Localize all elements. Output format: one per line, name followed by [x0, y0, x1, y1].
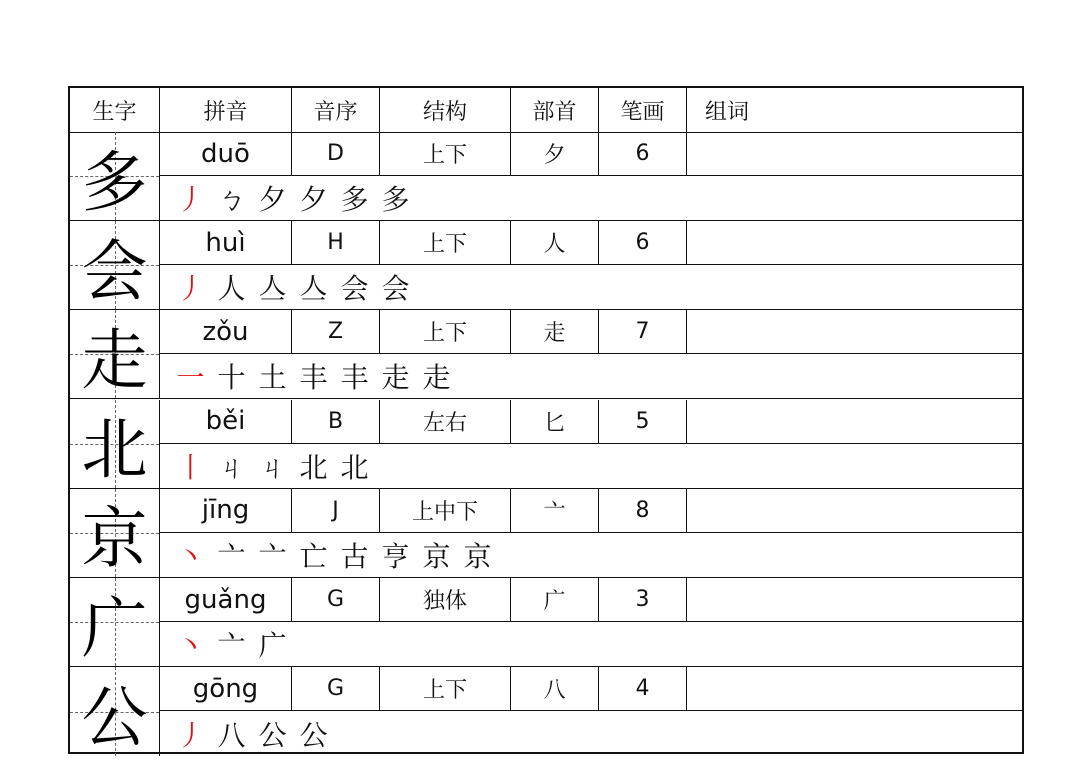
target-character: 北: [81, 411, 148, 489]
words-cell[interactable]: [687, 221, 1022, 264]
stroke-count-cell: 4: [599, 667, 687, 710]
stroke-step: 亡: [299, 539, 328, 573]
target-character: 会: [81, 232, 148, 310]
structure-cell: 上下: [380, 132, 511, 175]
character-info: [160, 132, 1022, 176]
stroke-step: 北: [340, 450, 369, 484]
character-grid-box: [70, 578, 160, 666]
stroke-step: 多: [340, 183, 369, 216]
words-cell[interactable]: [687, 578, 1022, 621]
pinyin-cell: huì: [160, 221, 292, 264]
target-character: 广: [81, 589, 148, 667]
header-structure: 结构: [380, 88, 511, 132]
character-table: [68, 86, 1024, 757]
stroke-step: 夕: [299, 183, 328, 216]
target-character: 多: [81, 143, 148, 221]
character-info: [160, 489, 1022, 533]
stroke-step: 走: [422, 361, 451, 395]
character-info: [160, 667, 1022, 711]
header-words: 组词: [705, 99, 750, 125]
stroke-count-cell: 8: [599, 489, 687, 532]
radical-cell: 人: [511, 221, 599, 264]
stroke-step: 丰: [340, 361, 369, 395]
order-letter-cell: G: [292, 578, 380, 621]
stroke-step: 多: [381, 183, 410, 216]
stroke-step: 亨: [381, 539, 410, 573]
stroke-count-cell: 5: [599, 400, 687, 443]
stroke-step: 亼: [299, 272, 328, 306]
target-character: 走: [81, 321, 148, 399]
character-grid-box: [70, 310, 160, 398]
stroke-step: ㄅ: [217, 183, 246, 216]
order-letter-cell: B: [292, 400, 380, 443]
table-row: [70, 310, 1022, 399]
stroke-count-cell: 7: [599, 310, 687, 353]
table-row: [70, 489, 1022, 578]
stroke-count-cell: 6: [599, 132, 687, 175]
stroke-order-sequence: [160, 444, 1022, 488]
stroke-step: 亼: [258, 272, 287, 306]
header-stroke-count: 笔画: [599, 88, 687, 132]
stroke-order-sequence: [160, 265, 1022, 309]
radical-cell: 八: [511, 667, 599, 710]
stroke-step: ㄐ: [258, 450, 287, 484]
stroke-count-cell: 3: [599, 578, 687, 621]
stroke-step: 会: [381, 272, 410, 306]
order-letter-cell: Z: [292, 310, 380, 353]
character-info: [160, 578, 1022, 622]
character-info: [160, 221, 1022, 265]
stroke-step: 京: [422, 539, 451, 573]
radical-cell: 广: [511, 578, 599, 621]
stroke-step: 丿: [176, 272, 205, 306]
stroke-step: 丨: [176, 450, 205, 484]
structure-cell: 上中下: [380, 489, 511, 532]
character-grid-box: [70, 221, 160, 309]
stroke-step: 公: [299, 718, 328, 752]
character-grid-box: [70, 489, 160, 577]
radical-cell: 亠: [511, 489, 599, 532]
table-row: [70, 400, 1022, 489]
order-letter-cell: G: [292, 667, 380, 710]
table-row: [70, 667, 1022, 756]
stroke-step: 亠: [258, 539, 287, 573]
radical-cell: 夕: [511, 132, 599, 175]
stroke-step: 人: [217, 272, 246, 306]
structure-cell: 独体: [380, 578, 511, 621]
stroke-step: 丿: [176, 183, 205, 216]
stroke-order-sequence: [160, 622, 1022, 666]
order-letter-cell: H: [292, 221, 380, 264]
stroke-step: 亠: [217, 539, 246, 573]
words-cell[interactable]: [687, 667, 1022, 710]
radical-cell: 匕: [511, 400, 599, 443]
character-grid-box: [70, 667, 160, 756]
stroke-step: 丶: [176, 629, 205, 662]
table-row: [70, 132, 1022, 221]
stroke-step: 走: [381, 361, 410, 395]
stroke-step: 丰: [299, 361, 328, 395]
structure-cell: 上下: [380, 221, 511, 264]
structure-cell: 上下: [380, 667, 511, 710]
header-char: 生字: [70, 88, 160, 132]
words-cell[interactable]: [687, 489, 1022, 532]
stroke-step: 丶: [176, 539, 205, 573]
pinyin-cell: jīng: [160, 489, 292, 532]
stroke-step: 京: [463, 539, 492, 573]
stroke-count-cell: 6: [599, 221, 687, 264]
table-header: [70, 88, 1022, 133]
target-character: 公: [81, 679, 148, 757]
structure-cell: 左右: [380, 400, 511, 443]
stroke-step: 夕: [258, 183, 287, 216]
table-row: [70, 578, 1022, 667]
stroke-step: 北: [299, 450, 328, 484]
pinyin-cell: zǒu: [160, 310, 292, 353]
structure-cell: 上下: [380, 310, 511, 353]
stroke-step: 公: [258, 718, 287, 752]
character-grid-box: [70, 132, 160, 220]
stroke-order-sequence: [160, 711, 1022, 756]
target-character: 京: [81, 500, 148, 578]
character-info: [160, 310, 1022, 354]
stroke-step: 古: [340, 539, 369, 573]
order-letter-cell: D: [292, 132, 380, 175]
pinyin-cell: běi: [160, 400, 292, 443]
words-cell[interactable]: [687, 400, 1022, 443]
stroke-step: 会: [340, 272, 369, 306]
stroke-step: 土: [258, 361, 287, 395]
stroke-step: 广: [258, 629, 287, 662]
stroke-step: 十: [217, 361, 246, 395]
stroke-order-sequence: [160, 533, 1022, 577]
header-pinyin: 拼音: [160, 88, 292, 132]
stroke-step: 丿: [176, 718, 205, 752]
stroke-order-sequence: [160, 176, 1022, 220]
words-cell[interactable]: [687, 132, 1022, 175]
header-order: 音序: [292, 88, 380, 132]
table-row: [70, 221, 1022, 310]
radical-cell: 走: [511, 310, 599, 353]
stroke-step: 八: [217, 718, 246, 752]
pinyin-cell: duō: [160, 132, 292, 175]
character-grid-box: [70, 400, 160, 488]
stroke-order-sequence: [160, 354, 1022, 398]
header-radical: 部首: [511, 88, 599, 132]
pinyin-cell: gōng: [160, 667, 292, 710]
character-info: [160, 400, 1022, 444]
stroke-step: 一: [176, 361, 205, 395]
pinyin-cell: guǎng: [160, 578, 292, 621]
stroke-step: ㄐ: [217, 450, 246, 484]
words-cell[interactable]: [687, 310, 1022, 353]
stroke-step: 亠: [217, 629, 246, 662]
order-letter-cell: J: [292, 489, 380, 532]
